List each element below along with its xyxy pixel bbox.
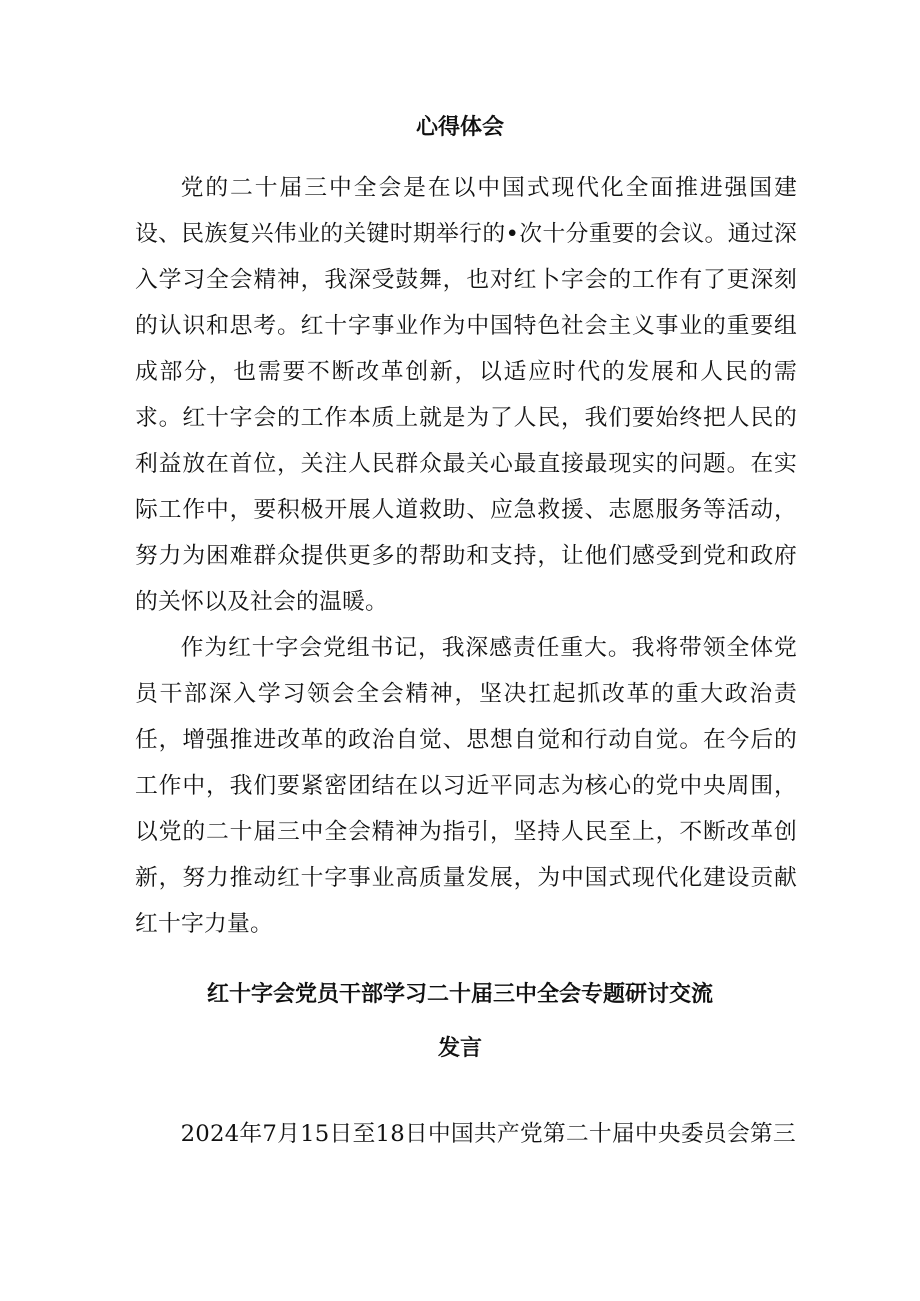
section2-body — [135, 1111, 797, 1157]
body-paragraph: 党的二十届三中全会是在以中国式现代化全面推进强国建设、民族复兴伟业的关键时期举行的•次十分重要的会议。通过深入学习全会精神，我深受鼓舞，也对红卜字会的工作有了更深刻的认识和思考。红十字事业作为中国特色社会主义事业的重要组成部分，也需要不断改革创新，以适应时代的发展和人民的需求。红十字会的工作本质上就是为了人民，我们要始终把人民的利益放在首位，关注人民群众最关心最直接最现实的问题。在实际工作中，要积极开展人道救助、应急救援、志愿服务等活动，努力为困难群众提供更多的帮助和支持，让他们感受到党和政府的关怀以及社会的温暖。 — [135, 175, 797, 615]
section-title-reflections: 心得体会 — [415, 115, 504, 140]
body-paragraph: 2024年7月15日至18日中国共产党第二十届中央委员会第三 — [180, 1121, 796, 1147]
section-title-speech-line1: 红十字会党员干部学习二十届三中全会专题研讨交流 — [206, 982, 713, 1007]
section-title-speech — [0, 968, 920, 1076]
body-paragraph: 作为红十字会党组书记，我深感责任重大。我将带领全体党员干部深入学习领会全会精神，坚决扛起抓改革的重大政治责任，增强推进改革的政治自觉、思想自觉和行动自觉。在今后的工作中，我们要紧密团结在以习近平同志为核心的党中央周围，以党的二十届三中全会精神为指引，坚持人民至上，不断改革创新，努力推动红十字事业高质量发展，为中国式现代化建设贡献红十字力量。 — [135, 635, 797, 937]
section-title-speech-line2: 发言 — [437, 1036, 482, 1061]
section1-body — [135, 165, 797, 947]
